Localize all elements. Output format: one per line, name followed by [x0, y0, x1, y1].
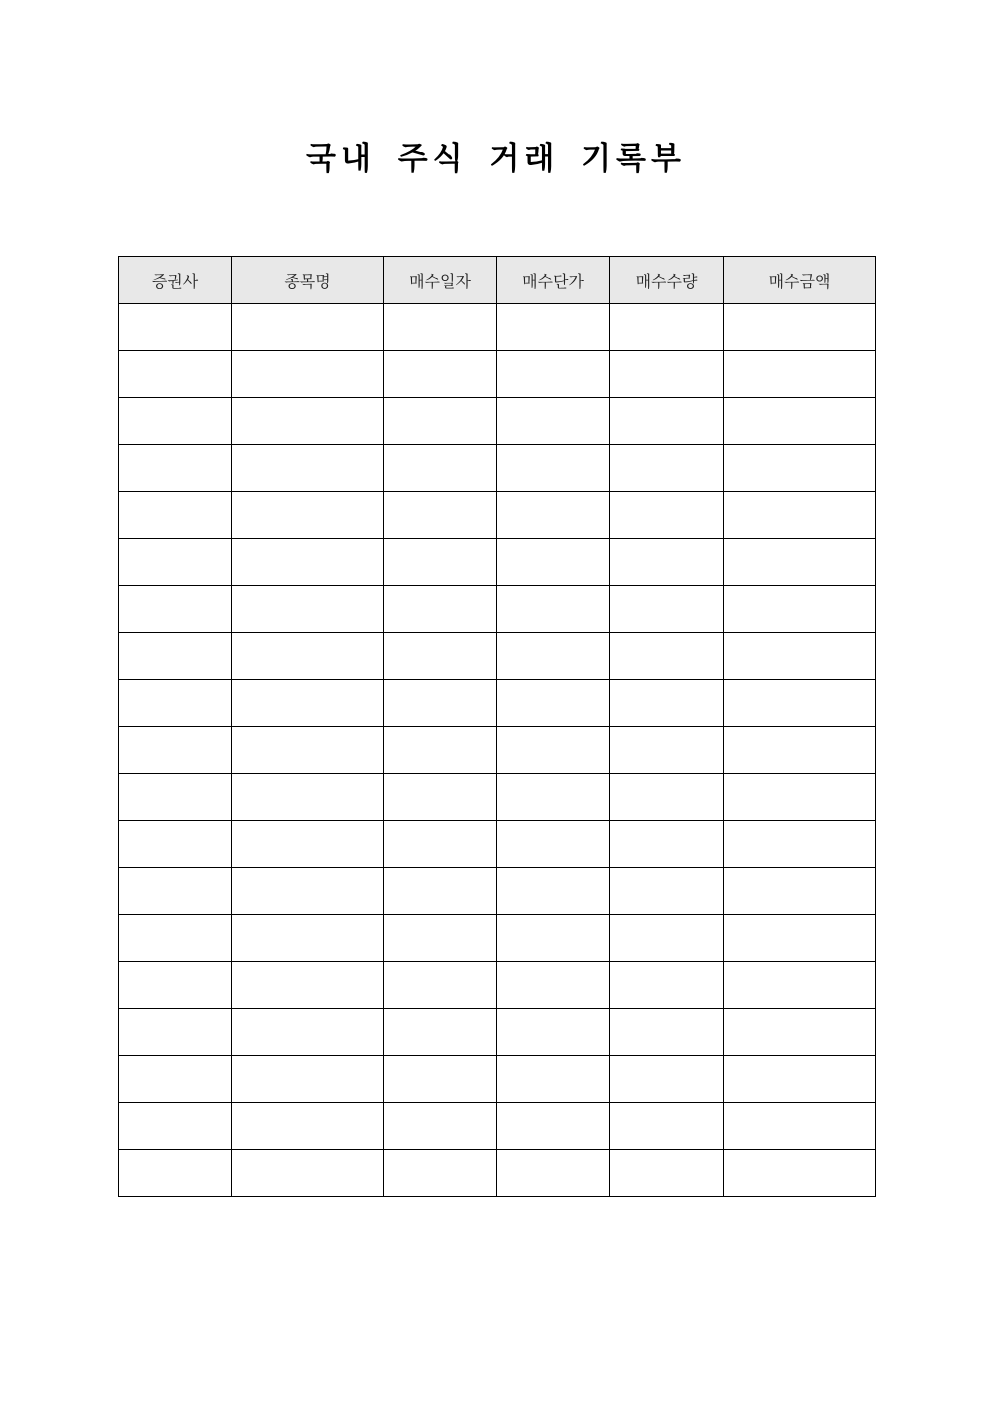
- cell-unit-price[interactable]: [497, 1056, 610, 1103]
- cell-purchase-date[interactable]: [384, 633, 497, 680]
- cell-brokerage[interactable]: [119, 915, 232, 962]
- cell-quantity[interactable]: [610, 1150, 724, 1197]
- column-header-stock-name: 종목명: [232, 257, 384, 304]
- cell-stock-name[interactable]: [232, 398, 384, 445]
- column-header-purchase-amount: 매수금액: [724, 257, 876, 304]
- cell-purchase-date[interactable]: [384, 539, 497, 586]
- column-header-brokerage: 증권사: [119, 257, 232, 304]
- column-header-purchase-date: 매수일자: [384, 257, 497, 304]
- cell-brokerage[interactable]: [119, 633, 232, 680]
- cell-unit-price[interactable]: [497, 351, 610, 398]
- cell-unit-price[interactable]: [497, 633, 610, 680]
- cell-stock-name[interactable]: [232, 445, 384, 492]
- cell-stock-name[interactable]: [232, 727, 384, 774]
- cell-purchase-date[interactable]: [384, 727, 497, 774]
- cell-quantity[interactable]: [610, 727, 724, 774]
- table-row: [119, 915, 876, 962]
- cell-quantity[interactable]: [610, 962, 724, 1009]
- cell-quantity[interactable]: [610, 633, 724, 680]
- cell-brokerage[interactable]: [119, 821, 232, 868]
- cell-quantity[interactable]: [610, 304, 724, 351]
- stock-trade-ledger-table: [118, 256, 876, 1197]
- cell-quantity[interactable]: [610, 539, 724, 586]
- cell-purchase-amount[interactable]: [724, 1103, 876, 1150]
- cell-brokerage[interactable]: [119, 680, 232, 727]
- cell-purchase-amount[interactable]: [724, 539, 876, 586]
- cell-purchase-amount[interactable]: [724, 398, 876, 445]
- cell-unit-price[interactable]: [497, 727, 610, 774]
- cell-stock-name[interactable]: [232, 915, 384, 962]
- cell-quantity[interactable]: [610, 492, 724, 539]
- cell-unit-price[interactable]: [497, 492, 610, 539]
- cell-quantity[interactable]: [610, 586, 724, 633]
- cell-stock-name[interactable]: [232, 304, 384, 351]
- table-row: [119, 821, 876, 868]
- cell-unit-price[interactable]: [497, 962, 610, 1009]
- cell-quantity[interactable]: [610, 680, 724, 727]
- cell-purchase-date[interactable]: [384, 868, 497, 915]
- table-row: [119, 727, 876, 774]
- cell-quantity[interactable]: [610, 351, 724, 398]
- table-row: [119, 774, 876, 821]
- cell-brokerage[interactable]: [119, 868, 232, 915]
- cell-purchase-amount[interactable]: [724, 915, 876, 962]
- cell-purchase-amount[interactable]: [724, 351, 876, 398]
- cell-unit-price[interactable]: [497, 915, 610, 962]
- cell-stock-name[interactable]: [232, 1009, 384, 1056]
- cell-unit-price[interactable]: [497, 1103, 610, 1150]
- cell-quantity[interactable]: [610, 915, 724, 962]
- cell-purchase-amount[interactable]: [724, 821, 876, 868]
- cell-purchase-amount[interactable]: [724, 868, 876, 915]
- column-header-unit-price: 매수단가: [497, 257, 610, 304]
- table-row: [119, 304, 876, 351]
- cell-brokerage[interactable]: [119, 445, 232, 492]
- cell-purchase-date[interactable]: [384, 915, 497, 962]
- cell-brokerage[interactable]: [119, 962, 232, 1009]
- cell-brokerage[interactable]: [119, 1103, 232, 1150]
- cell-purchase-date[interactable]: [384, 1103, 497, 1150]
- table-row: [119, 1103, 876, 1150]
- cell-stock-name[interactable]: [232, 962, 384, 1009]
- page-title: 국내 주식 거래 기록부: [306, 141, 686, 177]
- cell-unit-price[interactable]: [497, 398, 610, 445]
- cell-purchase-amount[interactable]: [724, 586, 876, 633]
- table-row: [119, 633, 876, 680]
- cell-brokerage[interactable]: [119, 1056, 232, 1103]
- cell-purchase-date[interactable]: [384, 1150, 497, 1197]
- cell-purchase-date[interactable]: [384, 445, 497, 492]
- cell-stock-name[interactable]: [232, 633, 384, 680]
- table-row: [119, 868, 876, 915]
- cell-purchase-date[interactable]: [384, 351, 497, 398]
- cell-purchase-date[interactable]: [384, 1009, 497, 1056]
- table-row: [119, 351, 876, 398]
- cell-quantity[interactable]: [610, 1009, 724, 1056]
- cell-purchase-amount[interactable]: [724, 304, 876, 351]
- cell-unit-price[interactable]: [497, 1150, 610, 1197]
- cell-stock-name[interactable]: [232, 680, 384, 727]
- table-row: [119, 962, 876, 1009]
- table-row: [119, 586, 876, 633]
- cell-unit-price[interactable]: [497, 445, 610, 492]
- cell-brokerage[interactable]: [119, 774, 232, 821]
- cell-brokerage[interactable]: [119, 492, 232, 539]
- cell-stock-name[interactable]: [232, 351, 384, 398]
- table-row: [119, 1009, 876, 1056]
- cell-brokerage[interactable]: [119, 727, 232, 774]
- table-row: [119, 1056, 876, 1103]
- table-row: [119, 680, 876, 727]
- cell-unit-price[interactable]: [497, 304, 610, 351]
- cell-purchase-date[interactable]: [384, 1056, 497, 1103]
- cell-purchase-amount[interactable]: [724, 680, 876, 727]
- cell-purchase-date[interactable]: [384, 962, 497, 1009]
- cell-purchase-date[interactable]: [384, 304, 497, 351]
- header-row: [119, 257, 876, 304]
- cell-stock-name[interactable]: [232, 774, 384, 821]
- cell-brokerage[interactable]: [119, 398, 232, 445]
- column-header-quantity: 매수수량: [610, 257, 724, 304]
- cell-purchase-amount[interactable]: [724, 445, 876, 492]
- cell-unit-price[interactable]: [497, 868, 610, 915]
- cell-stock-name[interactable]: [232, 821, 384, 868]
- cell-quantity[interactable]: [610, 868, 724, 915]
- cell-brokerage[interactable]: [119, 586, 232, 633]
- table-row: [119, 445, 876, 492]
- cell-purchase-date[interactable]: [384, 680, 497, 727]
- cell-brokerage[interactable]: [119, 1009, 232, 1056]
- cell-purchase-amount[interactable]: [724, 1150, 876, 1197]
- cell-quantity[interactable]: [610, 1103, 724, 1150]
- cell-purchase-date[interactable]: [384, 774, 497, 821]
- cell-purchase-date[interactable]: [384, 586, 497, 633]
- cell-purchase-amount[interactable]: [724, 492, 876, 539]
- cell-stock-name[interactable]: [232, 539, 384, 586]
- cell-quantity[interactable]: [610, 774, 724, 821]
- cell-quantity[interactable]: [610, 821, 724, 868]
- cell-unit-price[interactable]: [497, 1009, 610, 1056]
- table-row: [119, 539, 876, 586]
- cell-stock-name[interactable]: [232, 586, 384, 633]
- cell-unit-price[interactable]: [497, 680, 610, 727]
- cell-brokerage[interactable]: [119, 539, 232, 586]
- cell-purchase-amount[interactable]: [724, 1009, 876, 1056]
- table-body: [119, 304, 876, 1197]
- cell-purchase-amount[interactable]: [724, 774, 876, 821]
- table-row: [119, 492, 876, 539]
- cell-purchase-date[interactable]: [384, 492, 497, 539]
- cell-brokerage[interactable]: [119, 351, 232, 398]
- cell-stock-name[interactable]: [232, 1150, 384, 1197]
- cell-brokerage[interactable]: [119, 1150, 232, 1197]
- cell-stock-name[interactable]: [232, 1103, 384, 1150]
- cell-quantity[interactable]: [610, 445, 724, 492]
- cell-purchase-amount[interactable]: [724, 727, 876, 774]
- table-row: [119, 398, 876, 445]
- cell-purchase-date[interactable]: [384, 821, 497, 868]
- cell-unit-price[interactable]: [497, 586, 610, 633]
- cell-quantity[interactable]: [610, 1056, 724, 1103]
- cell-stock-name[interactable]: [232, 1056, 384, 1103]
- cell-brokerage[interactable]: [119, 304, 232, 351]
- cell-unit-price[interactable]: [497, 774, 610, 821]
- cell-stock-name[interactable]: [232, 868, 384, 915]
- cell-purchase-amount[interactable]: [724, 633, 876, 680]
- cell-purchase-amount[interactable]: [724, 1056, 876, 1103]
- cell-purchase-date[interactable]: [384, 398, 497, 445]
- cell-unit-price[interactable]: [497, 539, 610, 586]
- cell-stock-name[interactable]: [232, 492, 384, 539]
- table-row: [119, 1150, 876, 1197]
- cell-unit-price[interactable]: [497, 821, 610, 868]
- cell-quantity[interactable]: [610, 398, 724, 445]
- cell-purchase-amount[interactable]: [724, 962, 876, 1009]
